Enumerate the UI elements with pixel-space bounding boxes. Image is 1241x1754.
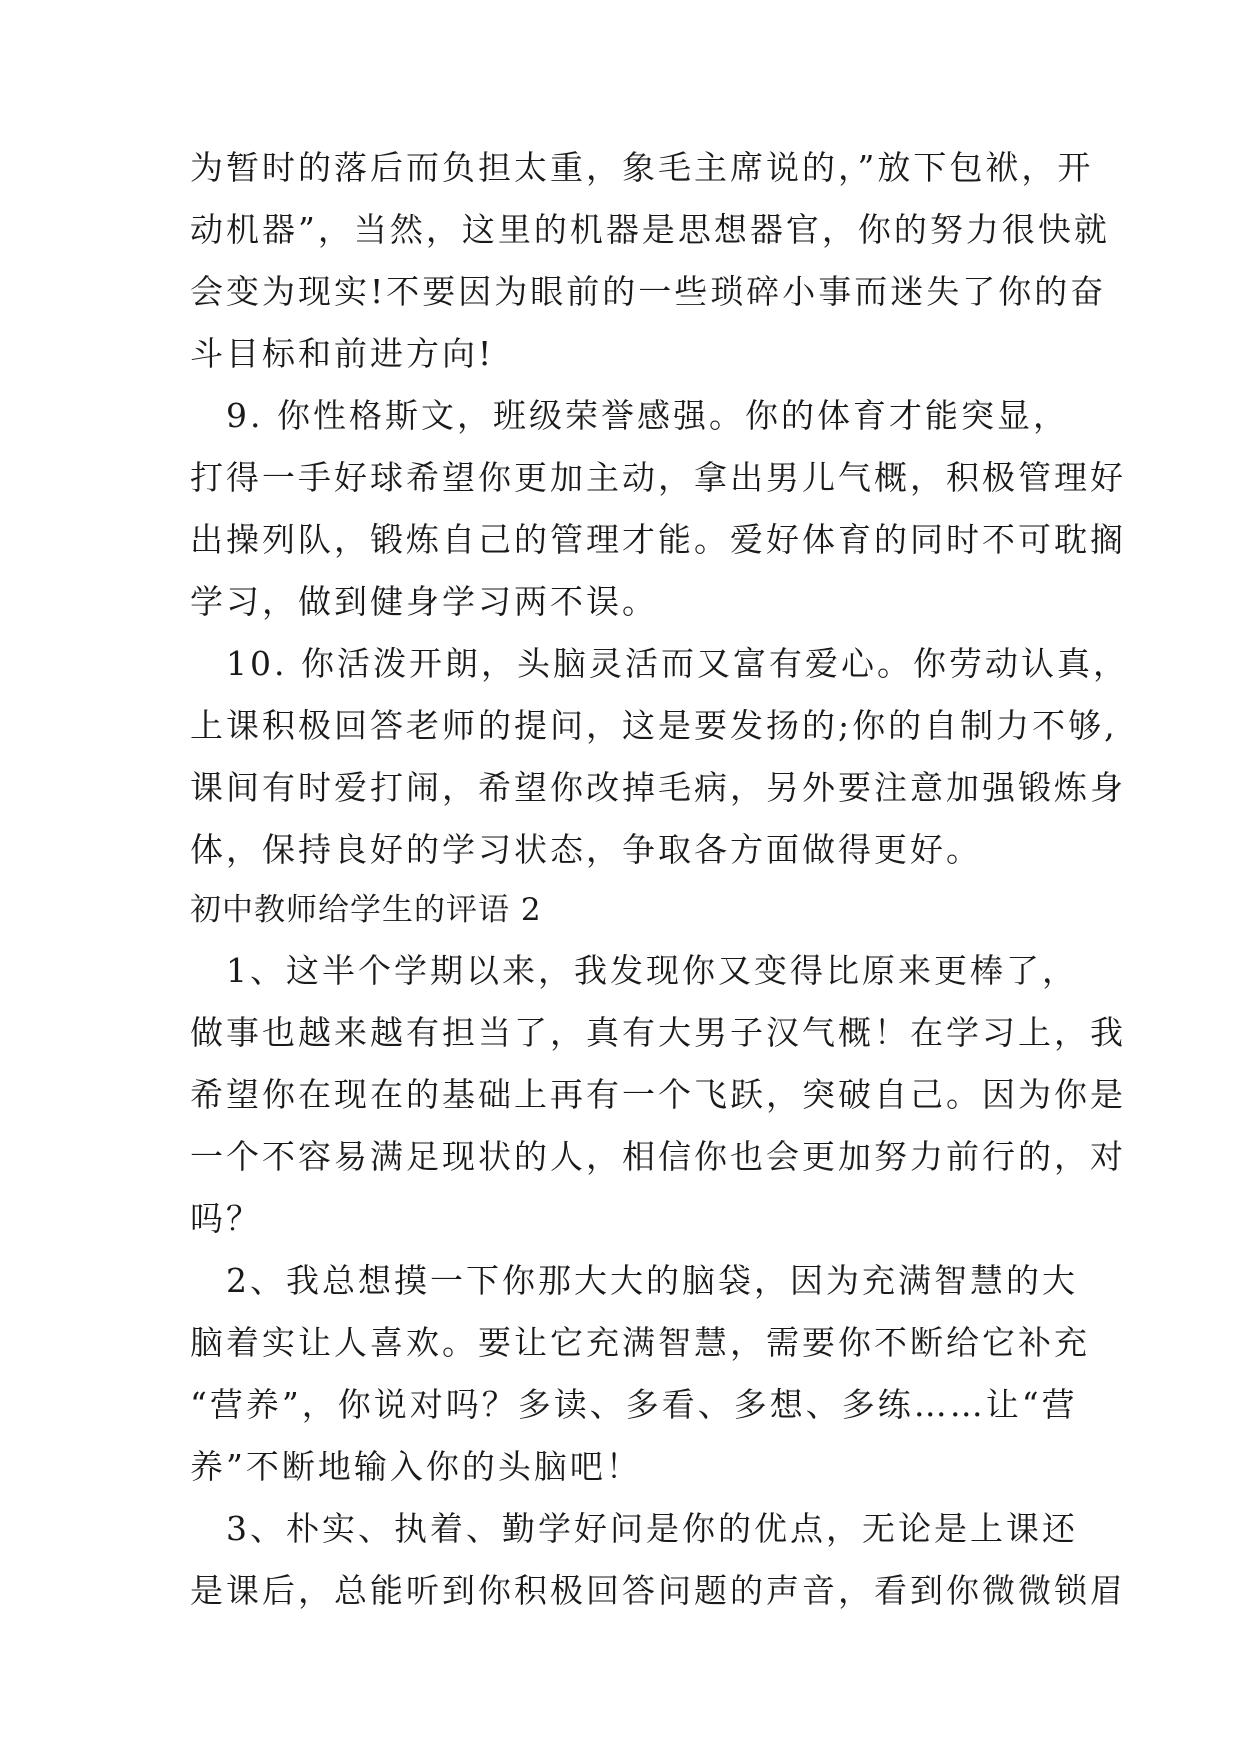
section-heading: 初中教师给学生的评语 2 xyxy=(190,892,542,928)
text-line: 课间有时爱打闹，希望你改掉毛病，另外要注意加强锻炼身 xyxy=(190,768,1126,807)
text-line: 学习，做到健身学习两不误。 xyxy=(190,582,658,621)
text-line: 吗？ xyxy=(190,1199,262,1238)
text-line: 体，保持良好的学习状态，争取各方面做得更好。 xyxy=(190,830,982,869)
text-line: 养”不断地输入你的头脑吧！ xyxy=(190,1447,642,1486)
text-line: 上课积极回答老师的提问，这是要发扬的;你的自制力不够, xyxy=(190,706,1118,745)
text-line: 会变为现实!不要因为眼前的一些琐碎小事而迷失了你的奋 xyxy=(190,272,1107,311)
list-item-9-start: 9. 你性格斯文，班级荣誉感强。你的体育才能突显， xyxy=(190,396,1069,435)
text-line: 希望你在现在的基础上再有一个飞跃，突破自己。因为你是 xyxy=(190,1075,1126,1114)
text-line: 一个不容易满足现状的人，相信你也会更加努力前行的，对 xyxy=(190,1137,1126,1176)
text-line: 脑着实让人喜欢。要让它充满智慧，需要你不断给它补充 xyxy=(190,1323,1090,1362)
list-item-1-start: 1、这半个学期以来，我发现你又变得比原来更棒了， xyxy=(190,951,1078,990)
text-line: 为暂时的落后而负担太重，象毛主席说的，”放下包袱，开 xyxy=(190,148,1094,187)
text-line: 出操列队，锻炼自己的管理才能。爱好体育的同时不可耽搁 xyxy=(190,520,1126,559)
list-item-2-start: 2、我总想摸一下你那大大的脑袋，因为充满智慧的大 xyxy=(190,1261,1078,1300)
text-line: 是课后，总能听到你积极回答问题的声音，看到你微微锁眉 xyxy=(190,1571,1126,1610)
text-line: “营养”，你说对吗？多读、多看、多想、多练……让“营 xyxy=(190,1385,1078,1424)
list-item-10-start: 10. 你活泼开朗，头脑灵活而又富有爱心。你劳动认真， xyxy=(190,644,1129,683)
text-line: 打得一手好球希望你更加主动，拿出男儿气概，积极管理好 xyxy=(190,458,1126,497)
list-item-3-start: 3、朴实、执着、勤学好问是你的优点，无论是上课还 xyxy=(190,1509,1078,1548)
text-line: 做事也越来越有担当了，真有大男子汉气概！在学习上，我 xyxy=(190,1013,1126,1052)
text-line: 斗目标和前进方向! xyxy=(190,334,495,373)
text-line: 动机器”，当然，这里的机器是思想器官，你的努力很快就 xyxy=(190,210,1110,249)
